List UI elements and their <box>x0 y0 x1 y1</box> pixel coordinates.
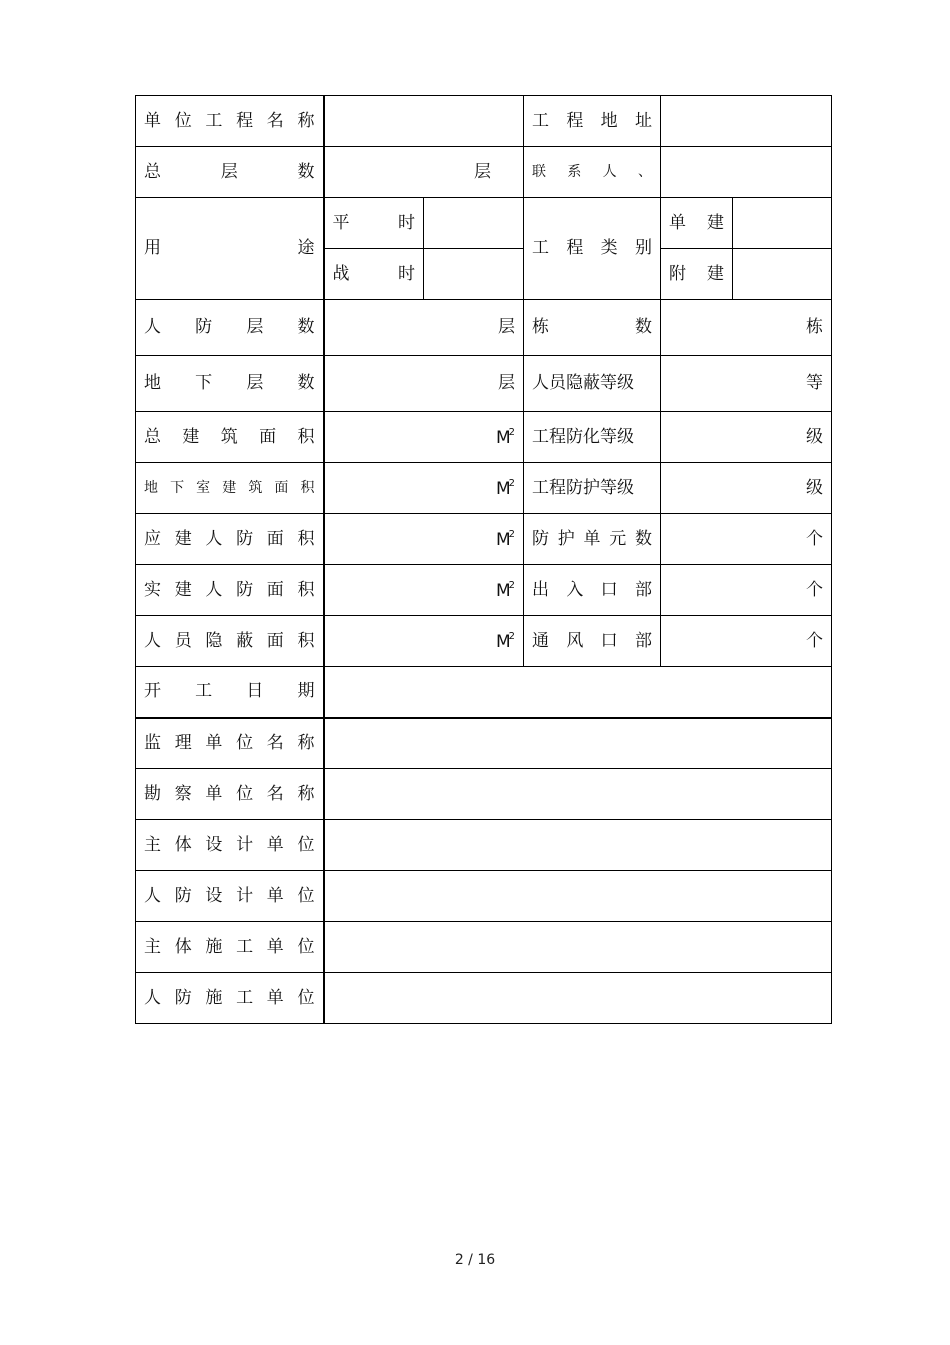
value-underground-floors[interactable] <box>324 356 524 412</box>
label-protection-units: 防护单元数 <box>524 514 661 565</box>
label-civil-construction: 人防施工单位 <box>136 973 324 1024</box>
unit-grade: 等 <box>806 373 823 393</box>
row-shelter-area <box>136 616 832 667</box>
label-entrances: 出入口部 <box>524 565 661 616</box>
row-supervisor <box>136 718 832 769</box>
label-vents: 通风口部 <box>524 616 661 667</box>
row-total-area <box>136 412 832 463</box>
label-buildings: 栋数 <box>524 300 661 356</box>
row-total-floors <box>136 147 832 198</box>
value-protection-grade[interactable] <box>661 463 832 514</box>
row-civil-construction <box>136 973 832 1024</box>
label-shelter-grade: 人员隐蔽等级 <box>524 356 661 412</box>
unit-level: 级 <box>806 477 823 498</box>
value-contact[interactable] <box>661 147 832 198</box>
value-single-build[interactable] <box>733 198 832 249</box>
value-start-date[interactable] <box>324 667 832 718</box>
label-wartime: 战时 <box>324 249 424 300</box>
value-main-construction[interactable] <box>324 922 832 973</box>
label-total-floors: 总层数 <box>136 147 324 198</box>
unit-buildings: 栋 <box>806 317 823 337</box>
unit-floors: 层 <box>498 317 515 337</box>
row-required-area <box>136 514 832 565</box>
label-survey: 勘察单位名称 <box>136 769 324 820</box>
value-survey[interactable] <box>324 769 832 820</box>
unit-floors: 层 <box>498 373 515 393</box>
label-chem-protection: 工程防化等级 <box>524 412 661 463</box>
row-actual-area <box>136 565 832 616</box>
label-project-name: 单位工程名称 <box>136 96 324 147</box>
label-actual-area: 实建人防面积 <box>136 565 324 616</box>
value-buildings[interactable] <box>661 300 832 356</box>
value-chem-protection[interactable] <box>661 412 832 463</box>
value-total-area[interactable] <box>324 412 524 463</box>
value-total-floors[interactable] <box>324 147 524 198</box>
value-project-address[interactable] <box>661 96 832 147</box>
row-usage-peace <box>136 198 832 249</box>
project-info-form <box>135 95 832 1024</box>
unit-sqm: M <box>495 529 511 550</box>
value-attached-build[interactable] <box>733 249 832 300</box>
unit-sqm-sup: 2 <box>508 528 515 540</box>
value-civil-design[interactable] <box>324 871 832 922</box>
unit-floors: 层 <box>474 161 491 182</box>
label-main-design: 主体设计单位 <box>136 820 324 871</box>
label-attached-build: 附建 <box>661 249 733 300</box>
row-underground-floors <box>136 356 832 412</box>
value-vents[interactable] <box>661 616 832 667</box>
value-shelter-area[interactable] <box>324 616 524 667</box>
value-protection-units[interactable] <box>661 514 832 565</box>
value-required-area[interactable] <box>324 514 524 565</box>
row-civil-design <box>136 871 832 922</box>
label-basement-area: 地下室建筑面积 <box>136 463 324 514</box>
label-underground-floors: 地下层数 <box>136 356 324 412</box>
label-usage: 用途 <box>136 198 324 300</box>
unit-sqm-sup: 2 <box>508 477 515 489</box>
label-total-area: 总建筑面积 <box>136 412 324 463</box>
value-main-design[interactable] <box>324 820 832 871</box>
value-project-name[interactable] <box>324 96 524 147</box>
row-basement-area <box>136 463 832 514</box>
label-project-address: 工程地址 <box>524 96 661 147</box>
value-wartime[interactable] <box>424 249 524 300</box>
unit-sqm-sup: 2 <box>508 630 515 642</box>
value-civil-construction[interactable] <box>324 973 832 1024</box>
unit-sqm: M <box>495 427 511 448</box>
value-supervisor[interactable] <box>324 718 832 769</box>
value-shelter-grade[interactable] <box>661 356 832 412</box>
row-start-date <box>136 667 832 718</box>
unit-count: 个 <box>806 528 823 549</box>
label-shelter-area: 人员隐蔽面积 <box>136 616 324 667</box>
label-civil-floors: 人防层数 <box>136 300 324 356</box>
label-protection-grade: 工程防护等级 <box>524 463 661 514</box>
page-number: 2 / 16 <box>454 1252 496 1268</box>
row-project-name <box>136 96 832 147</box>
unit-sqm: M <box>495 631 511 652</box>
unit-level: 级 <box>806 426 823 447</box>
label-required-area: 应建人防面积 <box>136 514 324 565</box>
unit-sqm-sup: 2 <box>508 579 515 591</box>
unit-sqm-sup: 2 <box>508 426 515 438</box>
unit-sqm: M <box>495 580 511 601</box>
value-entrances[interactable] <box>661 565 832 616</box>
value-actual-area[interactable] <box>324 565 524 616</box>
label-civil-design: 人防设计单位 <box>136 871 324 922</box>
label-contact: 联系人、 <box>524 147 661 198</box>
label-main-construction: 主体施工单位 <box>136 922 324 973</box>
row-main-construction <box>136 922 832 973</box>
label-project-category: 工程类别 <box>524 198 661 300</box>
value-basement-area[interactable] <box>324 463 524 514</box>
row-survey <box>136 769 832 820</box>
unit-sqm: M <box>495 478 511 499</box>
unit-count: 个 <box>806 579 823 600</box>
label-start-date: 开工日期 <box>136 667 324 718</box>
value-civil-floors[interactable] <box>324 300 524 356</box>
value-peacetime[interactable] <box>424 198 524 249</box>
label-peacetime: 平时 <box>324 198 424 249</box>
label-supervisor: 监理单位名称 <box>136 718 324 769</box>
row-civil-floors <box>136 300 832 356</box>
label-single-build: 单建 <box>661 198 733 249</box>
unit-count: 个 <box>806 630 823 651</box>
row-main-design <box>136 820 832 871</box>
